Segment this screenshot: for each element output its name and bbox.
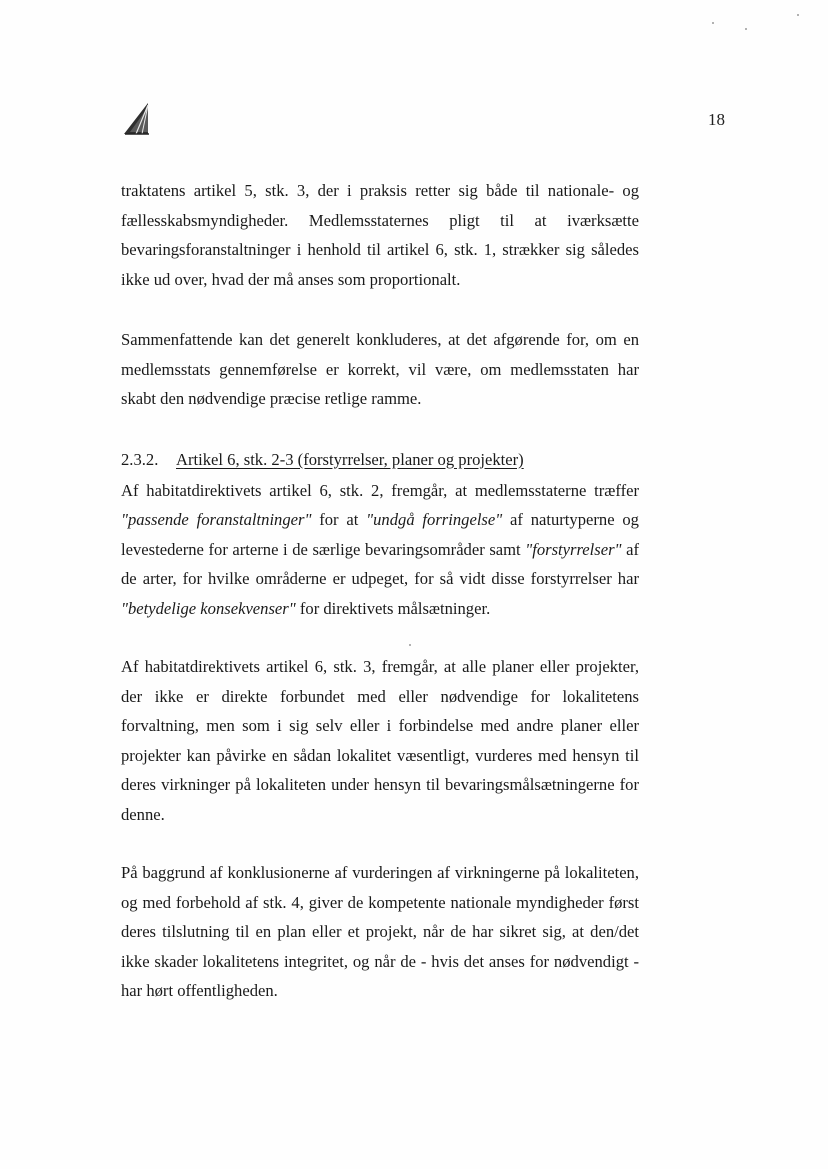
text-run: Af habitatdirektivets artikel 6, stk. 2, fremgår, at medlemsstaterne træffer: [121, 480, 639, 500]
section-title: Artikel 6, stk. 2-3 (forstyrrelser, planer og projekter): [176, 449, 524, 469]
scan-speck: [745, 28, 747, 30]
scan-speck: [712, 22, 714, 24]
quoted-term: "undgå forringelse": [366, 510, 503, 529]
page-number: 18: [708, 110, 725, 129]
section-heading: [121, 445, 639, 474]
scan-speck: [409, 644, 411, 646]
paragraph: [121, 476, 639, 624]
triangle-logo-icon: [122, 101, 150, 137]
scan-speck: [797, 14, 799, 16]
paragraph: Af habitatdirektivets artikel 6, stk. 3, fremgår, at alle planer eller projekter, der ikke er direkte forbundet med eller nødvendige for lokalitetens forvaltning, men som i sig selv eller i forbindelse med andre planer eller projekter kan påvirke en sådan lokalitet væsentligt, vurderes med hensyn til deres virkninger på lokaliteten under hensyn til bevaringsmålsætningerne for denne.: [121, 657, 639, 824]
paragraph: Sammenfattende kan det generelt konkluderes, at det afgørende for, om en medlemsstats gennemførelse er korrekt, vil være, om medlemsstaten har skabt den nødvendige præcise retlige ramme.: [121, 330, 639, 408]
text-run: af naturtyperne og levestederne for arterne i de særlige bevaringsområder samt: [121, 510, 639, 559]
paragraph: På baggrund af konklusionerne af vurderingen af virkningerne på lokaliteten, og med forbehold af stk. 4, giver de kompetente nationale myndigheder først deres tilslutning til en plan eller et projekt, når de har sikret sig, at den/det ikke skader lokalitetens integritet, og når de - hvis det anses for nødvendigt - har hørt offentligheden.: [121, 863, 639, 1000]
section-number: 2.3.2.: [121, 449, 159, 469]
paragraph: traktatens artikel 5, stk. 3, der i praksis retter sig både til nationale- og fællesskabsmyndigheder. Medlemsstaternes pligt til at iværksætte bevaringsforanstaltninger i henhold til artikel 6, stk. 1, strækker sig således ikke ud over, hvad der må anses som proportionalt.: [121, 181, 639, 289]
text-run: af de arter, for hvilke områderne er udpeget, for så vidt disse forstyrrelser har: [121, 539, 639, 588]
quoted-term: "betydelige konsekvenser": [121, 598, 296, 618]
quoted-term: "forstyrrelser": [525, 539, 622, 559]
text-run: for at: [311, 510, 367, 529]
document-body: [121, 176, 639, 1006]
quoted-term: "passende foranstaltninger": [121, 510, 312, 529]
text-run: for direktivets målsætninger.: [295, 598, 491, 618]
